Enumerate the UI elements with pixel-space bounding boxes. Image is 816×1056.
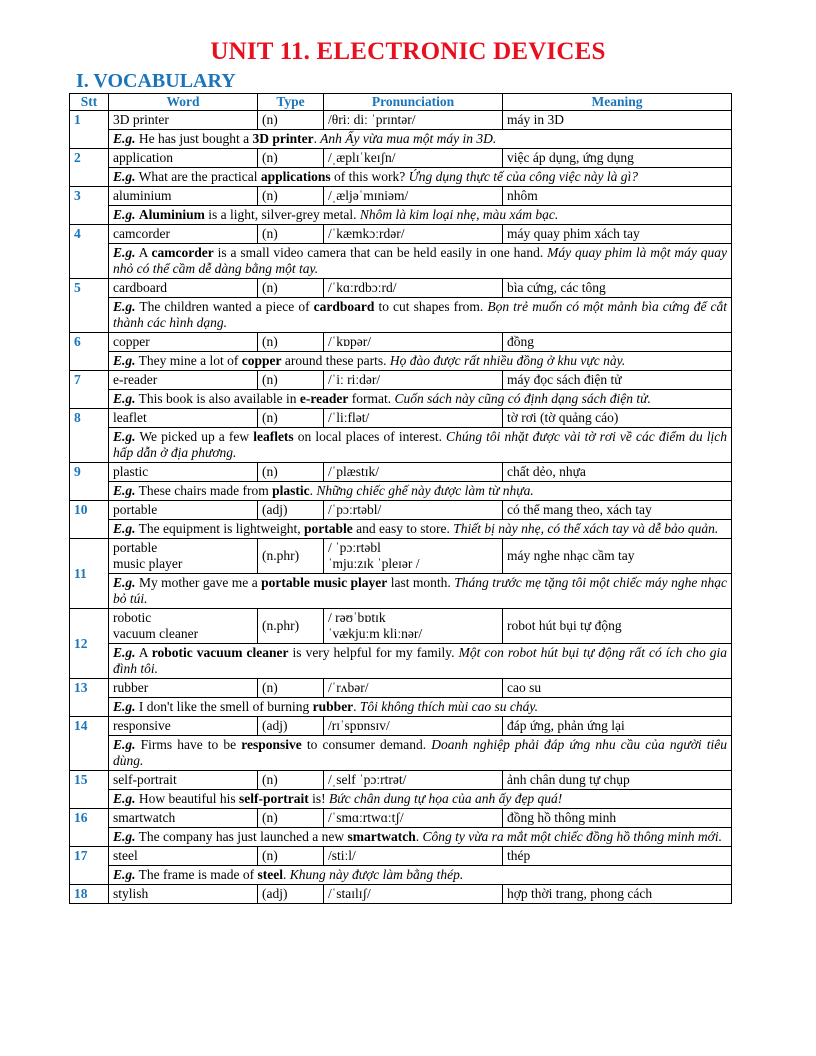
pronunciation-cell: /rɪˈspɒnsɪv/	[324, 717, 503, 736]
meaning-cell: tờ rơi (tờ quảng cáo)	[503, 409, 732, 428]
type-cell: (n)	[258, 809, 324, 828]
example-cell	[109, 482, 732, 501]
example-row	[70, 520, 732, 539]
example-keyword: responsive	[241, 737, 302, 752]
example-text: How beautiful his	[138, 791, 240, 806]
table-row	[70, 149, 732, 168]
example-keyword: plastic	[272, 483, 310, 498]
example-row	[70, 352, 732, 371]
example-translation: Những chiếc ghế này được làm từ nhựa.	[313, 483, 534, 498]
word-cell: application	[109, 149, 258, 168]
eg-label: E.g.	[113, 353, 136, 368]
example-cell	[109, 698, 732, 717]
row-number: 2	[70, 149, 109, 187]
eg-label: E.g.	[113, 699, 136, 714]
example-text-end: to cut shapes from.	[374, 299, 484, 314]
word-cell: smartwatch	[109, 809, 258, 828]
pronunciation-cell: /ˌæplɪˈkeɪʃn/	[324, 149, 503, 168]
example-text: The children wanted a piece of	[139, 299, 314, 314]
eg-label: E.g.	[113, 429, 136, 444]
example-row	[70, 206, 732, 225]
eg-label: E.g.	[113, 791, 136, 806]
row-number: 4	[70, 225, 109, 279]
example-keyword: self-portrait	[239, 791, 309, 806]
meaning-cell: bìa cứng, các tông	[503, 279, 732, 298]
word-cell: rubber	[109, 679, 258, 698]
row-number: 6	[70, 333, 109, 371]
example-translation: Chúng tôi nhặt được vài tờ rơi về các điểm du lịch hấp dẫn ở địa phương.	[113, 429, 727, 460]
word-cell: 3D printer	[109, 111, 258, 130]
example-cell	[109, 736, 732, 771]
example-row	[70, 866, 732, 885]
pronunciation-cell: /ˌæljəˈmɪniəm/	[324, 187, 503, 206]
pron-line-2: ˈmjuːzɪk ˈpleɪər /	[328, 556, 420, 571]
pronunciation-cell: /ˈsmɑːrtwɑːtʃ/	[324, 809, 503, 828]
row-number: 10	[70, 501, 109, 539]
type-cell: (n)	[258, 149, 324, 168]
meaning-cell: máy đọc sách điện tử	[503, 371, 732, 390]
example-row	[70, 828, 732, 847]
pron-line-2: ˈvækjuːm kliːnər/	[328, 626, 423, 641]
word-line-1: portable	[113, 540, 158, 555]
example-row	[70, 130, 732, 149]
example-row	[70, 698, 732, 717]
example-text-end: .	[313, 131, 318, 146]
eg-label: E.g.	[113, 131, 136, 146]
header-pronunciation: Pronunciation	[324, 94, 503, 111]
word-cell: plastic	[109, 463, 258, 482]
eg-label: E.g.	[113, 737, 136, 752]
example-text-end: is!	[308, 791, 326, 806]
section-heading: I. VOCABULARY	[76, 70, 236, 92]
type-cell: (n)	[258, 771, 324, 790]
meaning-cell: nhôm	[503, 187, 732, 206]
example-text-end: to consumer demand.	[301, 737, 427, 752]
row-number: 13	[70, 679, 109, 717]
type-cell: (n)	[258, 111, 324, 130]
example-translation: Tháng trước mẹ tặng tôi một chiếc máy nghe nhạc bỏ túi.	[113, 575, 727, 606]
row-number: 14	[70, 717, 109, 771]
example-translation: Tôi không thích mùi cao su cháy.	[356, 699, 539, 714]
row-number: 1	[70, 111, 109, 149]
row-number: 16	[70, 809, 109, 847]
header-word: Word	[109, 94, 258, 111]
table-header-row	[70, 94, 732, 111]
row-number: 3	[70, 187, 109, 225]
example-translation: Ứng dụng thực tế của công việc này là gì?	[405, 169, 638, 184]
eg-label: E.g.	[113, 245, 136, 260]
example-translation: Nhôm là kim loại nhẹ, màu xám bạc.	[356, 207, 559, 222]
example-text: We picked up a few	[139, 429, 254, 444]
example-text-end: of this work?	[330, 169, 406, 184]
example-text-end: is a light, silver-grey metal.	[204, 207, 357, 222]
meaning-cell: máy nghe nhạc cầm tay	[503, 539, 732, 574]
example-text-end: .	[282, 867, 287, 882]
pron-line-1: / ˈpɔːrtəbl	[328, 540, 381, 555]
row-number: 18	[70, 885, 109, 904]
example-text-end: .	[309, 483, 313, 498]
eg-label: E.g.	[113, 645, 136, 660]
table-row	[70, 771, 732, 790]
example-row	[70, 390, 732, 409]
example-row	[70, 428, 732, 463]
example-translation: Thiết bị này nhẹ, có thể xách tay và dễ bảo quản.	[449, 521, 719, 536]
table-row	[70, 409, 732, 428]
example-keyword: e-reader	[299, 391, 349, 406]
header-meaning: Meaning	[503, 94, 732, 111]
table-row	[70, 539, 732, 574]
example-translation: Doanh nghiệp phải đáp ứng nhu cầu của người tiêu dùng.	[113, 737, 728, 768]
meaning-cell: đồng hồ thông minh	[503, 809, 732, 828]
example-text-end: format.	[348, 391, 392, 406]
word-line-2: vacuum cleaner	[113, 626, 199, 641]
pronunciation-cell	[324, 539, 503, 574]
meaning-cell: thép	[503, 847, 732, 866]
eg-label: E.g.	[113, 575, 136, 590]
word-cell: responsive	[109, 717, 258, 736]
header-stt: Stt	[70, 94, 109, 111]
pronunciation-cell: /ˈstaɪlɪʃ/	[324, 885, 503, 904]
table-row	[70, 885, 732, 904]
meaning-cell: đồng	[503, 333, 732, 352]
word-line-1: robotic	[113, 610, 152, 625]
eg-label: E.g.	[113, 391, 136, 406]
example-cell	[109, 244, 732, 279]
example-cell	[109, 644, 732, 679]
table-row	[70, 501, 732, 520]
word-cell: self-portrait	[109, 771, 258, 790]
example-text-end: last month.	[387, 575, 451, 590]
word-cell: cardboard	[109, 279, 258, 298]
row-number: 17	[70, 847, 109, 885]
example-translation: Anh Ấy vừa mua một máy in 3D.	[317, 131, 497, 146]
example-translation: Cuốn sách này cũng có định dạng sách điện tử.	[391, 391, 651, 406]
table-row	[70, 717, 732, 736]
example-row	[70, 574, 732, 609]
meaning-cell: hợp thời trang, phong cách	[503, 885, 732, 904]
example-keyword: camcorder	[151, 245, 214, 260]
example-text: These chairs made from	[138, 483, 273, 498]
example-row	[70, 482, 732, 501]
type-cell: (adj)	[258, 885, 324, 904]
row-number: 11	[70, 539, 109, 609]
example-text-end: .	[415, 829, 420, 844]
example-cell	[109, 298, 732, 333]
example-keyword: rubber	[312, 699, 354, 714]
pronunciation-cell: /ˈliːflət/	[324, 409, 503, 428]
pronunciation-cell: /ˈkɑːrdbɔːrd/	[324, 279, 503, 298]
word-cell: camcorder	[109, 225, 258, 244]
row-number: 5	[70, 279, 109, 333]
example-cell	[109, 428, 732, 463]
example-text: This book is also available in	[138, 391, 300, 406]
type-cell: (n)	[258, 279, 324, 298]
word-cell: steel	[109, 847, 258, 866]
example-cell	[109, 520, 732, 539]
type-cell: (adj)	[258, 717, 324, 736]
type-cell: (n)	[258, 225, 324, 244]
eg-label: E.g.	[113, 299, 136, 314]
example-row	[70, 244, 732, 279]
example-keyword: portable	[304, 521, 353, 536]
example-cell	[109, 390, 732, 409]
vocabulary-table	[69, 93, 732, 904]
word-cell: stylish	[109, 885, 258, 904]
table-row	[70, 679, 732, 698]
type-cell: (n)	[258, 679, 324, 698]
example-translation: Công ty vừa ra mắt một chiếc đồng hồ thông minh mới.	[419, 829, 722, 844]
word-cell	[109, 539, 258, 574]
example-keyword: steel	[257, 867, 283, 882]
example-keyword: robotic vacuum cleaner	[151, 645, 289, 660]
example-cell	[109, 828, 732, 847]
example-cell	[109, 790, 732, 809]
example-keyword: copper	[241, 353, 282, 368]
pronunciation-cell: /ˈrʌbər/	[324, 679, 503, 698]
example-translation: Họ đào được rất nhiều đồng ở khu vực này.	[386, 353, 626, 368]
example-translation: Máy quay phim là một máy quay nhỏ có thể cầm dễ dàng bằng một tay.	[113, 245, 727, 276]
row-number: 12	[70, 609, 109, 679]
example-text: A	[138, 645, 152, 660]
example-row	[70, 298, 732, 333]
table-row	[70, 187, 732, 206]
pronunciation-cell	[324, 609, 503, 644]
row-number: 9	[70, 463, 109, 501]
table-row	[70, 371, 732, 390]
example-text: I don't like the smell of burning	[138, 699, 313, 714]
type-cell: (n)	[258, 371, 324, 390]
example-cell	[109, 168, 732, 187]
word-cell: e-reader	[109, 371, 258, 390]
example-translation: Bọn trẻ muốn có một mảnh bìa cứng để cắt thành các hình dạng.	[113, 299, 728, 330]
example-keyword: portable music player	[261, 575, 388, 590]
eg-label: E.g.	[113, 207, 136, 222]
meaning-cell: đáp ứng, phản ứng lại	[503, 717, 732, 736]
example-cell	[109, 130, 732, 149]
pronunciation-cell: /θriː diː ˈprɪntər/	[324, 111, 503, 130]
type-cell: (n)	[258, 847, 324, 866]
example-cell	[109, 866, 732, 885]
example-cell	[109, 352, 732, 371]
example-keyword: Aluminium	[138, 207, 205, 222]
example-text: My mother gave me a	[138, 575, 262, 590]
type-cell: (n)	[258, 333, 324, 352]
example-text-end: on local places of interest.	[293, 429, 442, 444]
table-row	[70, 111, 732, 130]
vocabulary-body	[70, 111, 732, 904]
meaning-cell: ảnh chân dung tự chụp	[503, 771, 732, 790]
word-cell: aluminium	[109, 187, 258, 206]
word-cell	[109, 609, 258, 644]
example-text: A	[138, 245, 152, 260]
example-text: The company has just launched a new	[138, 829, 348, 844]
pron-line-1: / rəʊˈbɒtɪk	[328, 610, 386, 625]
example-keyword: applications	[260, 169, 331, 184]
eg-label: E.g.	[113, 867, 136, 882]
row-number: 15	[70, 771, 109, 809]
row-number: 8	[70, 409, 109, 463]
table-row	[70, 609, 732, 644]
example-row	[70, 736, 732, 771]
example-text: He has just bought a	[138, 131, 253, 146]
example-text-end: is a small video camera that can be held easily in one hand.	[213, 245, 544, 260]
word-cell: leaflet	[109, 409, 258, 428]
word-cell: copper	[109, 333, 258, 352]
example-text-end: is very helpful for my family.	[288, 645, 455, 660]
example-text-end: around these parts.	[281, 353, 387, 368]
meaning-cell: có thể mang theo, xách tay	[503, 501, 732, 520]
pronunciation-cell: /ˈiː riːdər/	[324, 371, 503, 390]
type-cell: (n.phr)	[258, 609, 324, 644]
meaning-cell: cao su	[503, 679, 732, 698]
eg-label: E.g.	[113, 483, 136, 498]
meaning-cell: máy in 3D	[503, 111, 732, 130]
example-text: Firms have to be	[140, 737, 242, 752]
meaning-cell: chất dẻo, nhựa	[503, 463, 732, 482]
pronunciation-cell: /stiːl/	[324, 847, 503, 866]
example-row	[70, 644, 732, 679]
example-translation: Khung này được làm bằng thép.	[286, 867, 464, 882]
table-row	[70, 279, 732, 298]
pronunciation-cell: /ˈkɒpər/	[324, 333, 503, 352]
table-row	[70, 333, 732, 352]
example-text: The frame is made of	[138, 867, 258, 882]
table-row	[70, 463, 732, 482]
word-line-2: music player	[113, 556, 183, 571]
type-cell: (n)	[258, 187, 324, 206]
meaning-cell: máy quay phim xách tay	[503, 225, 732, 244]
example-text: What are the practical	[138, 169, 261, 184]
table-row	[70, 847, 732, 866]
type-cell: (adj)	[258, 501, 324, 520]
example-keyword: 3D printer	[252, 131, 314, 146]
pronunciation-cell: /ˈpɔːrtəbl/	[324, 501, 503, 520]
example-row	[70, 790, 732, 809]
meaning-cell: việc áp dụng, ứng dụng	[503, 149, 732, 168]
table-row	[70, 809, 732, 828]
example-keyword: smartwatch	[347, 829, 416, 844]
meaning-cell: robot hút bụi tự động	[503, 609, 732, 644]
type-cell: (n.phr)	[258, 539, 324, 574]
example-text-end: .	[353, 699, 357, 714]
example-text: They mine a lot of	[138, 353, 242, 368]
eg-label: E.g.	[113, 521, 136, 536]
page-title: UNIT 11. ELECTRONIC DEVICES	[210, 38, 606, 65]
pronunciation-cell: /ˈplæstɪk/	[324, 463, 503, 482]
example-translation: Một con robot hút bụi tự động rất có ích cho gia đình tôi.	[113, 645, 727, 676]
example-keyword: cardboard	[313, 299, 375, 314]
example-row	[70, 168, 732, 187]
header-type: Type	[258, 94, 324, 111]
type-cell: (n)	[258, 409, 324, 428]
pronunciation-cell: /ˌself ˈpɔːrtrət/	[324, 771, 503, 790]
type-cell: (n)	[258, 463, 324, 482]
example-cell	[109, 206, 732, 225]
example-text-end: and easy to store.	[352, 521, 450, 536]
eg-label: E.g.	[113, 169, 136, 184]
example-text: The equipment is lightweight,	[138, 521, 305, 536]
pronunciation-cell: /ˈkæmkɔːrdər/	[324, 225, 503, 244]
example-cell	[109, 574, 732, 609]
example-translation: Bức chân dung tự họa của anh ấy đẹp quá!	[325, 791, 563, 806]
eg-label: E.g.	[113, 829, 136, 844]
example-keyword: leaflets	[253, 429, 294, 444]
word-cell: portable	[109, 501, 258, 520]
row-number: 7	[70, 371, 109, 409]
table-row	[70, 225, 732, 244]
